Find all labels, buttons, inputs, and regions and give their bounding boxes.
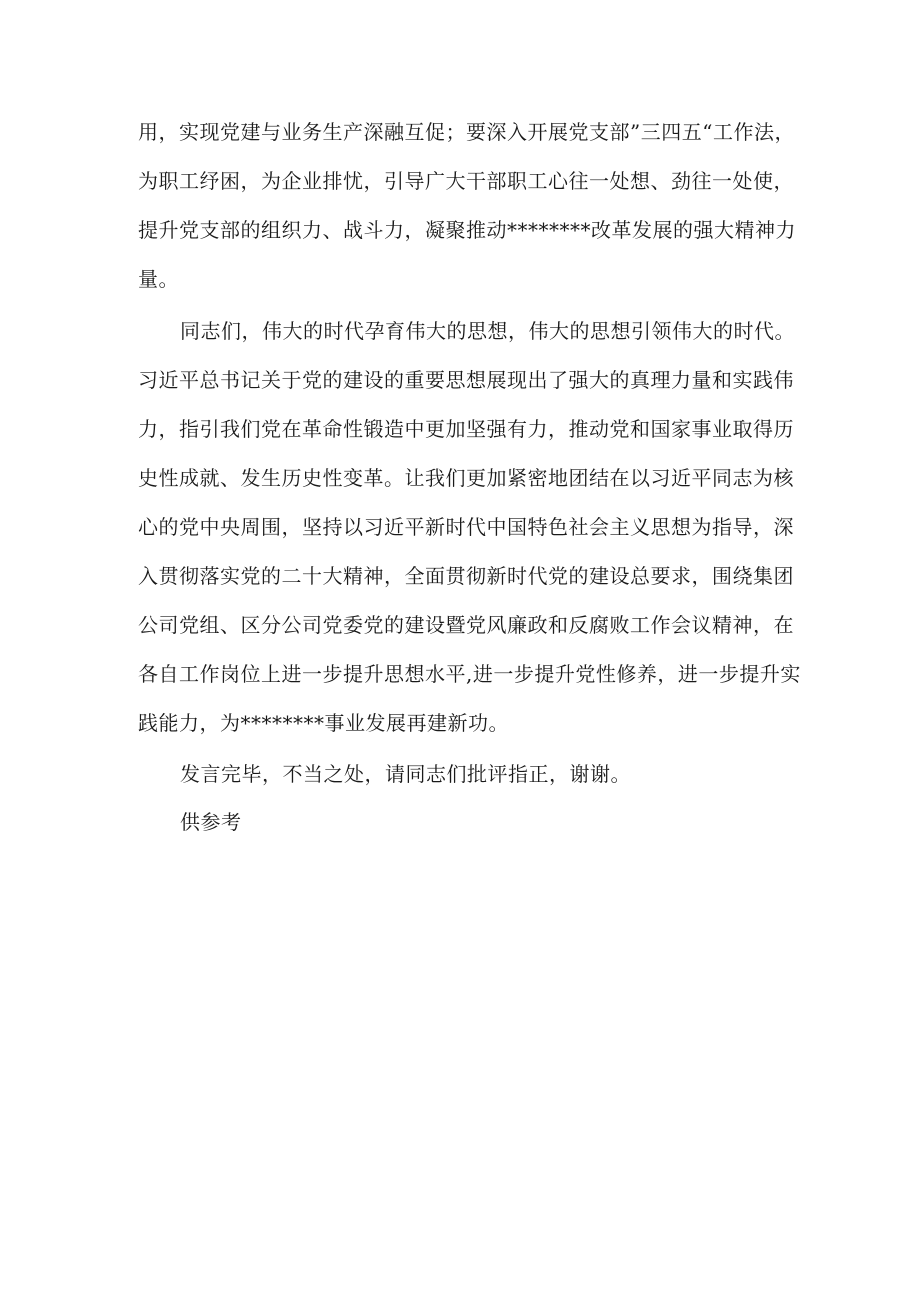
paragraph-2-line-2: 习近平总书记关于党的建设的重要思想展现出了强大的真理力量和实践伟: [138, 368, 794, 392]
paragraph-1-line-2: 为职工纾困，为企业排忧，引导广大干部职工心往一处想、劲往一处使，: [138, 169, 794, 193]
paragraph-1-line-4: 量。: [138, 267, 179, 291]
paragraph-2-line-6: 入贯彻落实党的二十大精神，全面贯彻新时代党的建设总要求，围绕集团: [138, 564, 794, 588]
paragraph-1-line-3: 提升党支部的组织力、战斗力，凝聚推动********改革发展的强大精神力: [138, 218, 796, 242]
paragraph-2-line-1: 同志们，伟大的时代孕育伟大的思想，伟大的思想引领伟大的时代。: [180, 319, 795, 343]
paragraph-4-line-1: 供参考: [180, 810, 242, 834]
paragraph-2-line-9: 践能力，为********事业发展再建新功。: [138, 711, 509, 735]
paragraph-3-line-1: 发言完毕，不当之处，请同志们批评指正，谢谢。: [180, 762, 631, 786]
paragraph-1-line-1: 用，实现党建与业务生产深融互促；要深入开展党支部”三四五“工作法，: [138, 120, 795, 144]
paragraph-2-line-3: 力，指引我们党在革命性锻造中更加坚强有力，推动党和国家事业取得历: [138, 417, 794, 441]
paragraph-2-line-7: 公司党组、区分公司党委党的建设暨党风廉政和反腐败工作会议精神，在: [138, 613, 794, 637]
paragraph-2-line-4: 史性成就、发生历史性变革。让我们更加紧密地团结在以习近平同志为核: [138, 466, 794, 490]
paragraph-2-line-8: 各自工作岗位上进一步提升思想水平,进一步提升党性修养，进一步提升实: [138, 662, 801, 686]
paragraph-2-line-5: 心的党中央周围，坚持以习近平新时代中国特色社会主义思想为指导，深: [138, 515, 794, 539]
